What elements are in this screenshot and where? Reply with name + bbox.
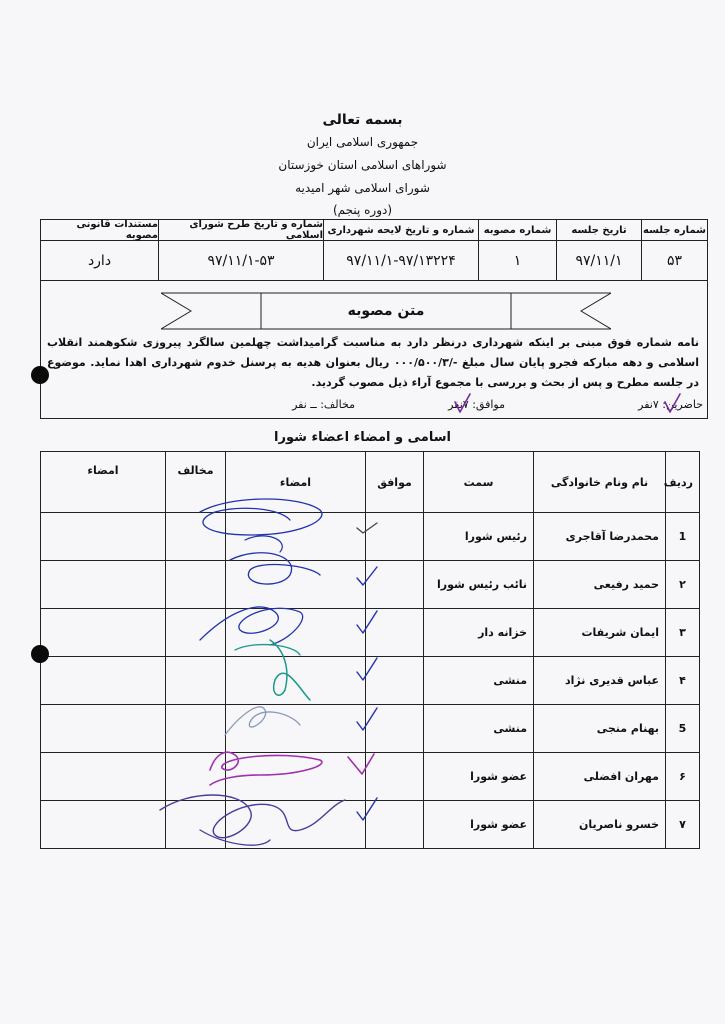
approval-title: متن مصوبه: [347, 303, 425, 319]
member-role: رئیس شورا: [424, 513, 534, 561]
agree-check-icon: [455, 394, 470, 412]
member-name: حمید رفیعی: [534, 561, 666, 609]
col-header: سمت: [424, 452, 534, 513]
meta-header: تاریخ جلسه: [557, 220, 641, 241]
check-icon: [357, 567, 377, 585]
member-name: ایمان شریفات: [534, 609, 666, 657]
member-role: نائب رئیس شورا: [424, 561, 534, 609]
member-role: عضو شورا: [424, 801, 534, 849]
row-number: ۲: [666, 561, 700, 609]
row-number: ۳: [666, 609, 700, 657]
header-basmala: بسمه تعالی: [322, 112, 403, 128]
signature-icon: [200, 499, 322, 535]
meta-value: ۱: [513, 252, 522, 269]
approval-text: نامه شماره فوق مبنی بر اینکه شهرداری درنظر دارد به مناسبت گرامیداشت چهلمین سالگرد پیروزی شکوهمند انقلاب اسلامی و دهه مبارکه فجرو پایان سال مبلغ -/۰۰۰/۵۰۰/۳ ریال بعنوان هدیه به پرسنل خدوم شهرداری اهدا نماید. موضوع در جلسه مطرح و پس از بحث و بررسی با مجموع آراء ذیل مصوب گردید.: [47, 336, 699, 389]
member-role: منشی: [424, 705, 534, 753]
meta-value: دارد: [87, 252, 112, 269]
member-name: بهنام منجی: [534, 705, 666, 753]
punch-hole: [31, 645, 49, 663]
signature-icon: [160, 795, 345, 838]
meta-header: شماره و تاریخ لایحه شهرداری: [324, 220, 478, 241]
member-name: محمدرضا آقاجری: [534, 513, 666, 561]
members-title: اسامی و امضاء اعضاء شورا: [274, 430, 451, 445]
present-count: حاضرین: ۷نفر: [638, 398, 703, 411]
meta-header: مستندات قانونی مصوبه: [41, 220, 158, 241]
signature-icon: [230, 553, 320, 584]
member-role: عضو شورا: [424, 753, 534, 801]
header-term: (دوره پنجم): [332, 203, 393, 217]
check-icon: [357, 611, 377, 633]
member-name: خسرو ناصریان: [534, 801, 666, 849]
meta-header: شماره مصوبه: [479, 220, 556, 241]
agree-count: موافق: ۷نفر: [448, 398, 505, 411]
col-header: مخالف: [166, 452, 226, 513]
meta-header: شماره و تاریخ طرح شورای اسلامی: [159, 220, 323, 241]
header-city-council: شورای اسلامی شهر امیدیه: [295, 181, 430, 195]
oppose-count: مخالف: ــ نفر: [292, 398, 355, 411]
row-number: 1: [666, 513, 700, 561]
row-number: ۴: [666, 657, 700, 705]
signature-icon: [210, 752, 322, 785]
header-country: جمهوری اسلامی ایران: [306, 135, 419, 149]
row-number: ۶: [666, 753, 700, 801]
signature-icon: [225, 707, 300, 735]
punch-hole: [31, 366, 49, 384]
row-number: ۷: [666, 801, 700, 849]
present-check-icon: [665, 394, 680, 412]
member-role: منشی: [424, 657, 534, 705]
col-header: ردیف: [666, 452, 700, 513]
meta-value: ۹۷/۱۱/۱-۹۷/۱۳۲۲۴: [346, 252, 456, 269]
meta-header: شماره جلسه: [642, 220, 707, 241]
col-header: امضاء: [226, 452, 366, 513]
signature-icon: [200, 607, 303, 645]
col-header: نام ونام خانوادگی: [534, 452, 666, 513]
row-number: 5: [666, 705, 700, 753]
check-icon: [357, 658, 377, 680]
check-icon: [357, 798, 377, 820]
header-province-councils: شوراهای اسلامی استان خوزستان: [278, 158, 447, 172]
member-name: مهران افضلی: [534, 753, 666, 801]
member-role: خزانه دار: [424, 609, 534, 657]
meta-value: ۹۷/۱۱/۱-۵۳: [207, 252, 275, 269]
check-icon: [357, 708, 377, 730]
member-name: عباس قدیری نژاد: [534, 657, 666, 705]
meta-value: ۵۳: [666, 252, 683, 269]
meta-value: ۹۷/۱۱/۱: [575, 252, 623, 269]
check-icon: [357, 523, 377, 533]
check-icon: [348, 754, 374, 774]
col-header: موافق: [366, 452, 424, 513]
col-header: امضاء: [41, 452, 166, 513]
